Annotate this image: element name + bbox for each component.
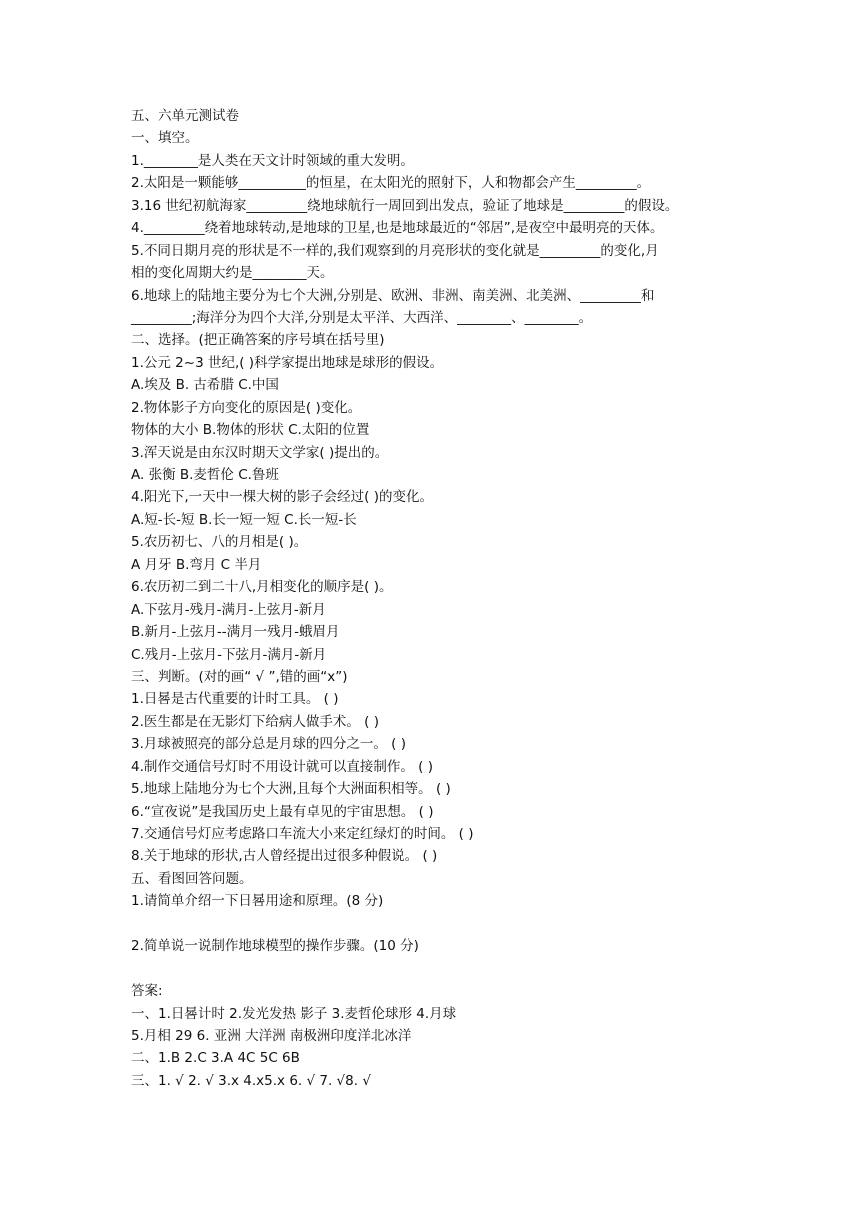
question-line: 3.16 世纪初航海家_________绕地球航行一周回到出发点，验证了地球是_________的假设。 — [131, 197, 679, 214]
section-heading-choice: 二、选择。(把正确答案的序号填在括号里) — [131, 332, 385, 349]
document-title: 五、六单元测试卷 — [131, 108, 239, 124]
question-line: 2.太阳是一颗能够__________的恒星，在太阳光的照射下，人和物都会产生_________。 — [131, 175, 651, 192]
question-line: 1.公元 2~3 世纪,( )科学家提出地球是球形的假设。 — [131, 354, 444, 371]
section-heading-fill-in: 一、填空。 — [131, 130, 199, 147]
section-heading-judgement: 三、判断。(对的画“ √ ”,错的画“x”) — [131, 668, 348, 685]
option-line: A.短-长-短 B.长一短一短 C.长一短-长 — [131, 511, 357, 528]
question-line: 1.请简单介绍一下日晷用途和原理。(8 分) — [131, 893, 384, 910]
document-body — [131, 105, 741, 1092]
option-line: C.残月-上弦月-下弦月-满月-新月 — [131, 646, 327, 663]
question-line: 相的变化周期大约是________天。 — [131, 265, 334, 282]
option-line: A.埃及 B. 古希腊 C.中国 — [131, 377, 279, 394]
answer-line: 5.月相 29 6. 亚洲 大洋洲 南极洲印度洋北冰洋 — [131, 1027, 412, 1044]
option-line: A.下弦月-残月-满月-上弦月-新月 — [131, 601, 326, 618]
option-line: B.新月-上弦月--满月一残月-蛾眉月 — [131, 624, 340, 641]
question-line: 5.农历初七、八的月相是( )。 — [131, 534, 308, 551]
question-line: 3.月球被照亮的部分总是月球的四分之一。 ( ) — [131, 736, 406, 753]
question-line: 6.“宣夜说”是我国历史上最有卓见的宇宙思想。 ( ) — [131, 803, 434, 820]
question-line: _________;海洋分为四个大洋,分别是太平洋、大西洋、________、________。 — [131, 309, 593, 326]
answer-line: 三、1. √ 2. √ 3.x 4.x5.x 6. √ 7. √8. √ — [131, 1072, 371, 1089]
question-line: 6.地球上的陆地主要分为七个大洲,分别是、欧洲、非洲、南美洲、北美洲、_________和 — [131, 287, 655, 304]
question-line: 5.不同日期月亮的形状是不一样的,我们观察到的月亮形状的变化就是_________的变化,月 — [131, 242, 659, 259]
option-line: A. 张衡 B.麦哲伦 C.鲁班 — [131, 467, 279, 483]
question-line: 2.物体影子方向变化的原因是( )变化。 — [131, 399, 362, 416]
option-line: A 月牙 B.弯月 C 半月 — [131, 556, 262, 573]
question-line: 2.简单说一说制作地球模型的操作步骤。(10 分) — [131, 938, 419, 955]
answer-line: 二、1.B 2.C 3.A 4C 5C 6B — [131, 1050, 300, 1067]
option-line: 物体的大小 B.物体的形状 C.太阳的位置 — [131, 422, 370, 439]
question-line: 3.浑天说是由东汉时期天文学家( )提出的。 — [131, 444, 389, 461]
answers-heading: 答案: — [131, 983, 163, 1000]
answer-space — [131, 913, 741, 935]
answer-space — [131, 958, 741, 980]
question-line: 6.农历初二到二十八,月相变化的顺序是( )。 — [131, 579, 393, 596]
section-heading-picture: 五、看图回答问题。 — [131, 870, 253, 887]
question-line: 1.________是人类在天文计时领域的重大发明。 — [131, 152, 414, 169]
question-line: 5.地球上陆地分为七个大洲,且每个大洲面积相等。 ( ) — [131, 781, 451, 798]
question-line: 4.制作交通信号灯时不用设计就可以直接制作。 ( ) — [131, 758, 433, 775]
question-line: 8.关于地球的形状,古人曾经提出过很多种假说。 ( ) — [131, 848, 438, 865]
question-line: 1.日晷是古代重要的计时工具。 ( ) — [131, 691, 339, 708]
question-line: 2.医生都是在无影灯下给病人做手术。 ( ) — [131, 713, 379, 730]
question-line: 7.交通信号灯应考虑路口车流大小来定红绿灯的时间。 ( ) — [131, 826, 474, 842]
answer-line: 一、1.日晷计时 2.发光发热 影子 3.麦哲伦球形 4.月球 — [131, 1005, 457, 1022]
question-line: 4.阳光下,一天中一棵大树的影子会经过( )的变化。 — [131, 489, 433, 506]
question-line: 4._________绕着地球转动,是地球的卫星,也是地球最近的“邻居”,是夜空中最明亮的天体。 — [131, 220, 664, 237]
